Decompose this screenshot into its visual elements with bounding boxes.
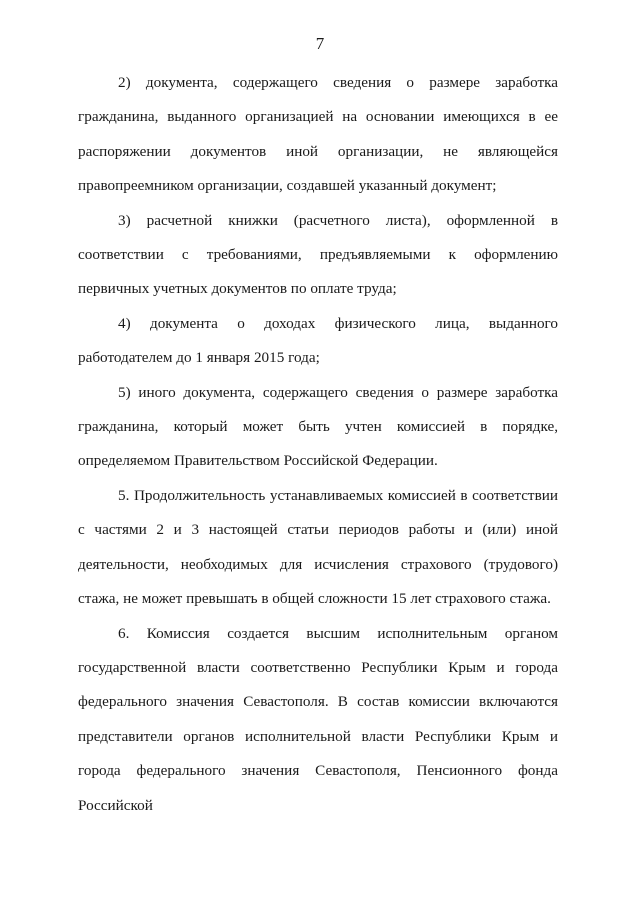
document-body (78, 66, 558, 823)
paragraph-section-6: 6. Комиссия создается высшим исполнительным органом государственной власти соответственно Республики Крым и города федерального значения Севастополя. В состав комиссии включаются представители органов исполнительной власти Республики Крым и города федерального значения Севастополя, Пенсионного фонда Российской (78, 624, 558, 814)
paragraph-item-5: 5) иного документа, содержащего сведения о размере заработка гражданина, который может быть учтен комиссией в порядке, определяемом Правительством Российской Федерации. (78, 383, 558, 470)
page-number: 7 (315, 34, 325, 53)
paragraph-item-4: 4) документа о доходах физического лица, выданного работодателем до 1 января 2015 года; (78, 314, 558, 367)
paragraph-section-5: 5. Продолжительность устанавливаемых комиссией в соответствии с частями 2 и 3 настоящей статьи периодов работы и (или) иной деятельности, необходимых для исчисления страхового (трудового) стажа, не может превышать в общей сложности 15 лет страхового стажа. (78, 486, 558, 608)
paragraph-item-3: 3) расчетной книжки (расчетного листа), оформленной в соответствии с требованиями, предъявляемыми к оформлению первичных учетных документов по оплате труда; (78, 211, 558, 298)
paragraph-item-2: 2) документа, содержащего сведения о размере заработка гражданина, выданного организацией на основании имеющихся в ее распоряжении документов иной организации, не являющейся правопреемником организации, создавшей указанный документ; (78, 74, 558, 195)
